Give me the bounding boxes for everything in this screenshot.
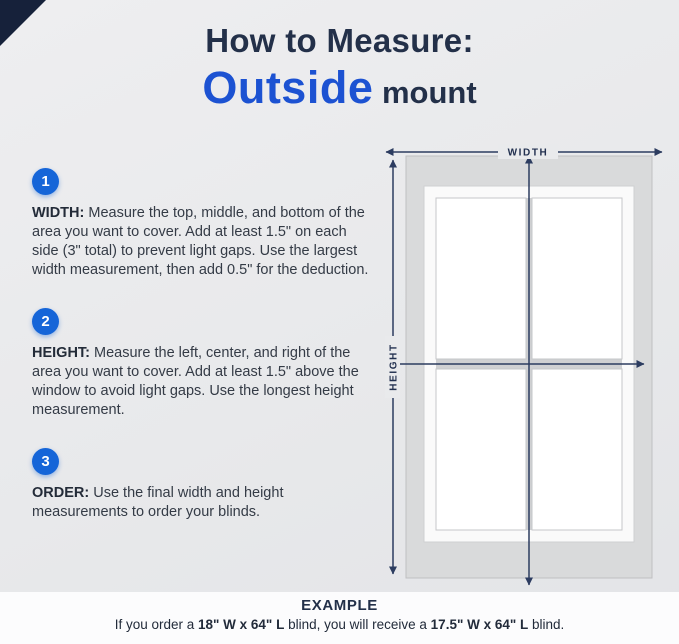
step-2-text: [32, 344, 374, 420]
step-1-label: WIDTH:: [32, 205, 85, 221]
window-pane-top-left: [436, 198, 526, 359]
height-label: HEIGHT: [388, 343, 400, 391]
example-received-size: 17.5" W x 64" L: [430, 617, 529, 632]
example-section: [0, 592, 679, 644]
step-2-number-badge: 2: [32, 308, 59, 335]
window-diagram-svg: [378, 130, 670, 600]
step-3-label: ORDER:: [32, 485, 90, 501]
example-order-size: 18" W x 64" L: [198, 617, 285, 632]
step-1-text: [32, 204, 374, 280]
step-1: [32, 168, 374, 280]
example-part3: blind.: [528, 617, 565, 632]
step-3-text: [32, 484, 374, 522]
title-line2: [0, 62, 679, 114]
width-label: WIDTH: [507, 147, 549, 159]
step-3: [32, 448, 374, 522]
example-sentence: [0, 617, 679, 632]
title-suffix: mount: [373, 75, 477, 110]
page-title: [0, 22, 679, 114]
step-3-number-badge: 3: [32, 448, 59, 475]
step-1-number-badge: 1: [32, 168, 59, 195]
step-2: [32, 308, 374, 420]
title-highlight: Outside: [202, 62, 374, 113]
step-2-body: Measure the left, center, and right of the area you want to cover. Add at least 1.5" above the window to avoid light gaps. Use the longest height measurement.: [32, 345, 359, 418]
window-measurement-diagram: [378, 130, 670, 600]
title-line1: How to Measure:: [205, 22, 474, 59]
window-pane-top-right: [532, 198, 622, 359]
step-3-body: Use the final width and height measurements to order your blinds.: [32, 485, 284, 520]
step-1-body: Measure the top, middle, and bottom of the area you want to cover. Add at least 1.5" on each side (3" total) to prevent light gaps. Use the largest width measurement, then add 0.5" for the deduction.: [32, 205, 369, 278]
window-pane-bottom-right: [532, 369, 622, 530]
step-2-label: HEIGHT:: [32, 345, 90, 361]
example-heading: EXAMPLE: [301, 597, 378, 614]
window-pane-bottom-left: [436, 369, 526, 530]
example-part1: If you order a: [114, 617, 198, 632]
example-part2: blind, you will receive a: [284, 617, 431, 632]
